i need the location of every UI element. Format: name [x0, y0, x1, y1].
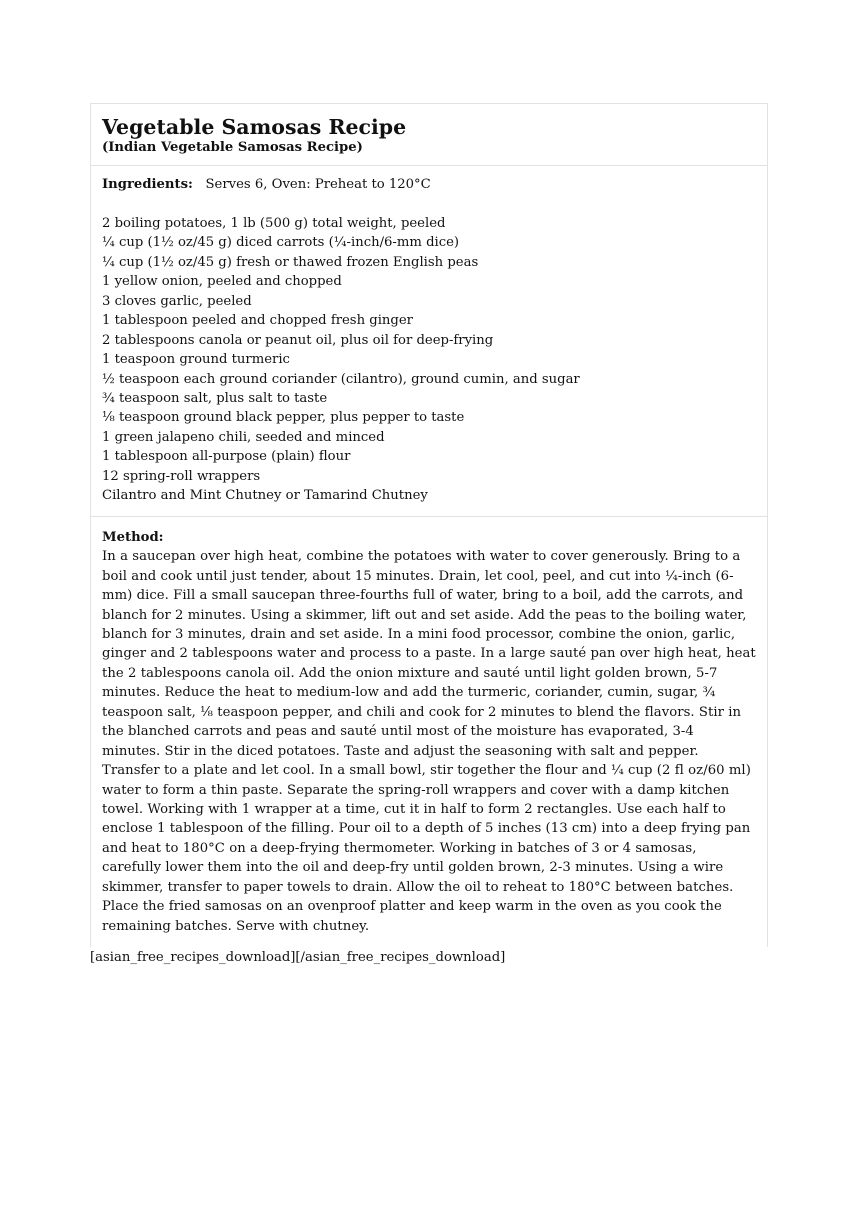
method-text: In a saucepan over high heat, combine the potatoes with water to cover generously. Bring to a boil and cook until just tender, about 15 minutes. Drain, let cool, peel, and cut into ¼-inch (6-mm) dice. Fill a small saucepan three-fourths full of water, bring to a boil, add the carrots, and blanch for 2 minutes. Using a skimmer, lift out and set aside. Add the peas to the boiling water, blanch for 3 minutes, drain and set aside. In a mini food processor, combine the onion, garlic, ginger and 2 tablespoons water and process to a paste. In a large sauté pan over high heat, heat the 2 tablespoons canola oil. Add the onion mixture and sauté until light golden brown, 5-7 minutes. Reduce the heat to medium-low and add the turmeric, coriander, cumin, sugar, ¾ teaspoon salt, ⅛ teaspoon pepper, and chili and cook for 2 minutes to blend the flavors. Stir in the blanched carrots and peas and sauté until most of the moisture has evaporated, 3-4 minutes. Stir in the diced potatoes. Taste and adjust the seasoning with salt and pepper. Transfer to a plate and let cool. In a small bowl, stir together the flour and ¼ cup (2 fl oz/60 ml) water to form a thin paste. Separate the spring-roll wrappers and cover with a damp kitchen towel. Working with 1 wrapper at a time, cut it in half to form 2 rectangles. Use each half to enclose 1 tablespoon of the filling. Pour oil to a depth of 5 inches (13 cm) into a deep frying pan and heat to 180°C on a deep-frying thermometer. Working in batches of 3 or 4 samosas, carefully lower them into the oil and deep-fry until golden brown, 2-3 minutes. Using a wire skimmer, transfer to paper towels to drain. Allow the oil to reheat to 180°C between batches. Place the fried samosas on an ovenproof platter and keep warm in the oven as you cook the remaining batches. Serve with chutney. [102, 549, 756, 934]
recipe-subtitle: (Indian Vegetable Samosas Recipe) [102, 140, 363, 155]
ingredients-heading [102, 175, 756, 194]
ingredient-item: ½ teaspoon each ground coriander (cilantro), ground cumin, and sugar [102, 371, 580, 387]
download-shortcode: [asian_free_recipes_download][/asian_free_recipes_download] [90, 950, 506, 965]
ingredient-item: 12 spring-roll wrappers [102, 468, 261, 484]
ingredient-item: ¼ cup (1½ oz/45 g) fresh or thawed frozen English peas [102, 254, 479, 270]
ingredient-item: 2 tablespoons canola or peanut oil, plus oil for deep-frying [102, 332, 494, 348]
ingredient-item: 1 green jalapeno chili, seeded and minced [102, 429, 385, 445]
ingredient-item: ¼ cup (1½ oz/45 g) diced carrots (¼-inch/6-mm dice) [102, 235, 460, 251]
ingredient-item: ¾ teaspoon salt, plus salt to taste [102, 390, 328, 406]
ingredient-item: Cilantro and Mint Chutney or Tamarind Chutney [102, 488, 428, 504]
ingredients-label: Ingredients: [102, 177, 193, 192]
ingredients-section [91, 165, 767, 516]
recipe-header [91, 104, 767, 165]
ingredient-item: 1 teaspoon ground turmeric [102, 352, 290, 368]
ingredient-item: 1 tablespoon all-purpose (plain) flour [102, 449, 351, 465]
ingredient-item: ⅛ teaspoon ground black pepper, plus pepper to taste [102, 410, 465, 426]
ingredients-list [102, 214, 756, 506]
method-heading: Method: [102, 529, 164, 545]
method-section [91, 516, 767, 948]
ingredients-meta: Serves 6, Oven: Preheat to 120°C [205, 177, 431, 192]
ingredient-item: 3 cloves garlic, peeled [102, 293, 252, 309]
recipe-title: Vegetable Samosas Recipe [102, 115, 407, 139]
ingredient-item: 1 tablespoon peeled and chopped fresh ginger [102, 313, 413, 329]
recipe-card [90, 103, 768, 947]
ingredient-item: 1 yellow onion, peeled and chopped [102, 274, 342, 290]
ingredient-item: 2 boiling potatoes, 1 lb (500 g) total weight, peeled [102, 215, 446, 231]
